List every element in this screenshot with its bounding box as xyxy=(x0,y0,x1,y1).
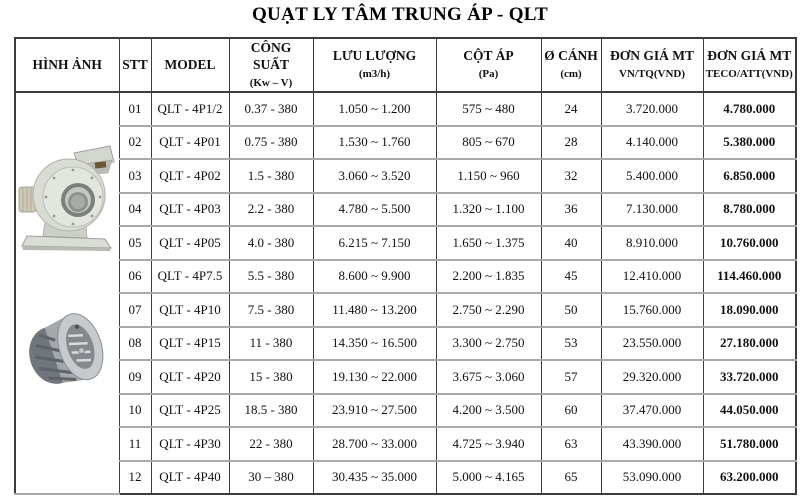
cell-flow: 19.130 ~ 22.000 xyxy=(313,360,436,394)
header-label: CÔNG SUẤT xyxy=(250,39,292,72)
cell-pressure: 575 ~ 480 xyxy=(436,92,541,126)
cell-fan-diameter: 45 xyxy=(541,260,601,294)
cell-price-teco: 27.180.000 xyxy=(703,327,796,361)
cell-stt: 01 xyxy=(119,92,151,126)
cell-price-vn: 37.470.000 xyxy=(601,394,703,428)
header-unit: (Kw – V) xyxy=(249,76,293,89)
cell-price-teco: 114.460.000 xyxy=(703,260,796,294)
header-label: STT xyxy=(122,56,148,72)
cell-power: 1.5 - 380 xyxy=(229,159,313,193)
cell-fan-diameter: 57 xyxy=(541,360,601,394)
cell-pressure: 805 ~ 670 xyxy=(436,126,541,160)
cell-price-teco: 18.090.000 xyxy=(703,293,796,327)
cell-fan-diameter: 60 xyxy=(541,394,601,428)
cell-fan-diameter: 36 xyxy=(541,193,601,227)
header-model xyxy=(151,38,229,92)
cell-pressure: 2.200 ~ 1.835 xyxy=(436,260,541,294)
header-pressure xyxy=(436,38,541,92)
cell-stt: 03 xyxy=(119,159,151,193)
header-label: LƯU LƯỢNG xyxy=(332,48,417,64)
cell-model: QLT - 4P25 xyxy=(151,394,229,428)
cell-price-vn: 15.760.000 xyxy=(601,293,703,327)
cell-stt: 04 xyxy=(119,193,151,227)
cell-model: QLT - 4P30 xyxy=(151,427,229,461)
cell-price-teco: 51.780.000 xyxy=(703,427,796,461)
cell-stt: 05 xyxy=(119,226,151,260)
header-stt xyxy=(119,38,151,92)
cell-fan-diameter: 40 xyxy=(541,226,601,260)
table-row xyxy=(15,126,796,160)
cell-price-vn: 8.910.000 xyxy=(601,226,703,260)
header-label: CỘT ÁP xyxy=(463,48,514,64)
cell-power: 4.0 - 380 xyxy=(229,226,313,260)
cell-power: 22 - 380 xyxy=(229,427,313,461)
cell-stt: 12 xyxy=(119,461,151,495)
cell-model: QLT - 4P20 xyxy=(151,360,229,394)
cell-flow: 4.780 ~ 5.500 xyxy=(313,193,436,227)
header-unit: (Pa) xyxy=(478,68,499,81)
header-unit: VN/TQ(VND) xyxy=(619,68,685,81)
table-row xyxy=(15,193,796,227)
cell-model: QLT - 4P05 xyxy=(151,226,229,260)
header-fan-diameter xyxy=(541,38,601,92)
cell-stt: 08 xyxy=(119,327,151,361)
cell-power: 15 - 380 xyxy=(229,360,313,394)
impeller-photo xyxy=(21,303,113,399)
cell-power: 0.37 - 380 xyxy=(229,92,313,126)
price-table-wrapper xyxy=(14,37,795,495)
cell-pressure: 1.320 ~ 1.100 xyxy=(436,193,541,227)
table-body xyxy=(15,92,796,494)
price-table xyxy=(14,37,797,495)
cell-model: QLT - 4P7.5 xyxy=(151,260,229,294)
cell-flow: 23.910 ~ 27.500 xyxy=(313,394,436,428)
cell-price-teco: 5.380.000 xyxy=(703,126,796,160)
header-label: HÌNH ẢNH xyxy=(32,56,102,72)
cell-model: QLT - 4P40 xyxy=(151,461,229,495)
cell-price-vn: 53.090.000 xyxy=(601,461,703,495)
table-row xyxy=(15,226,796,260)
cell-price-vn: 4.140.000 xyxy=(601,126,703,160)
cell-flow: 1.050 ~ 1.200 xyxy=(313,92,436,126)
cell-price-teco: 63.200.000 xyxy=(703,461,796,495)
cell-stt: 06 xyxy=(119,260,151,294)
cell-fan-diameter: 53 xyxy=(541,327,601,361)
cell-price-teco: 10.760.000 xyxy=(703,226,796,260)
cell-price-teco: 8.780.000 xyxy=(703,193,796,227)
cell-flow: 3.060 ~ 3.520 xyxy=(313,159,436,193)
cell-model: QLT - 4P15 xyxy=(151,327,229,361)
table-row xyxy=(15,293,796,327)
header-unit: TECO/ATT(VND) xyxy=(705,68,793,81)
header-label: MODEL xyxy=(164,56,216,72)
cell-model: QLT - 4P01 xyxy=(151,126,229,160)
header-price-vn xyxy=(601,38,703,92)
cell-flow: 8.600 ~ 9.900 xyxy=(313,260,436,294)
cell-power: 18.5 - 380 xyxy=(229,394,313,428)
cell-price-vn: 29.320.000 xyxy=(601,360,703,394)
table-row xyxy=(15,260,796,294)
cell-price-vn: 3.720.000 xyxy=(601,92,703,126)
cell-price-teco: 44.050.000 xyxy=(703,394,796,428)
cell-flow: 28.700 ~ 33.000 xyxy=(313,427,436,461)
cell-power: 7.5 - 380 xyxy=(229,293,313,327)
header-unit: (m3/h) xyxy=(358,68,391,81)
cell-price-teco: 33.720.000 xyxy=(703,360,796,394)
cell-pressure: 3.300 ~ 2.750 xyxy=(436,327,541,361)
header-price-teco xyxy=(703,38,796,92)
cell-pressure: 4.725 ~ 3.940 xyxy=(436,427,541,461)
cell-stt: 07 xyxy=(119,293,151,327)
cell-price-teco: 4.780.000 xyxy=(703,92,796,126)
cell-pressure: 3.675 ~ 3.060 xyxy=(436,360,541,394)
cell-price-vn: 5.400.000 xyxy=(601,159,703,193)
table-row xyxy=(15,159,796,193)
table-row xyxy=(15,92,796,126)
cell-price-teco: 6.850.000 xyxy=(703,159,796,193)
cell-pressure: 1.150 ~ 960 xyxy=(436,159,541,193)
header-flow xyxy=(313,38,436,92)
cell-power: 2.2 - 380 xyxy=(229,193,313,227)
cell-flow: 6.215 ~ 7.150 xyxy=(313,226,436,260)
header-row xyxy=(15,38,796,92)
header-label: Ø CÁNH xyxy=(544,48,598,64)
cell-price-vn: 7.130.000 xyxy=(601,193,703,227)
cell-stt: 09 xyxy=(119,360,151,394)
cell-model: QLT - 4P02 xyxy=(151,159,229,193)
cell-pressure: 2.750 ~ 2.290 xyxy=(436,293,541,327)
cell-pressure: 1.650 ~ 1.375 xyxy=(436,226,541,260)
header-unit: (cm) xyxy=(560,68,582,81)
cell-fan-diameter: 28 xyxy=(541,126,601,160)
cell-stt: 10 xyxy=(119,394,151,428)
cell-fan-diameter: 50 xyxy=(541,293,601,327)
cell-model: QLT - 4P10 xyxy=(151,293,229,327)
cell-fan-diameter: 32 xyxy=(541,159,601,193)
cell-fan-diameter: 65 xyxy=(541,461,601,495)
cell-power: 30 – 380 xyxy=(229,461,313,495)
cell-fan-diameter: 63 xyxy=(541,427,601,461)
table-row xyxy=(15,327,796,361)
cell-power: 0.75 - 380 xyxy=(229,126,313,160)
cell-model: QLT - 4P03 xyxy=(151,193,229,227)
cell-fan-diameter: 24 xyxy=(541,92,601,126)
cell-power: 11 - 380 xyxy=(229,327,313,361)
cell-power: 5.5 - 380 xyxy=(229,260,313,294)
cell-flow: 14.350 ~ 16.500 xyxy=(313,327,436,361)
page-title: QUẠT LY TÂM TRUNG ÁP - QLT xyxy=(251,4,549,25)
cell-price-vn: 43.390.000 xyxy=(601,427,703,461)
header-label: ĐƠN GIÁ MT xyxy=(610,48,694,64)
header-image-col xyxy=(15,38,119,92)
cell-pressure: 4.200 ~ 3.500 xyxy=(436,394,541,428)
product-image-cell xyxy=(15,92,119,494)
table-row xyxy=(15,360,796,394)
cell-price-vn: 23.550.000 xyxy=(601,327,703,361)
table-row xyxy=(15,461,796,495)
cell-model: QLT - 4P1/2 xyxy=(151,92,229,126)
cell-pressure: 5.000 ~ 4.165 xyxy=(436,461,541,495)
product-images xyxy=(16,93,119,399)
table-row xyxy=(15,427,796,461)
cell-flow: 30.435 ~ 35.000 xyxy=(313,461,436,495)
cell-stt: 11 xyxy=(119,427,151,461)
cell-flow: 11.480 ~ 13.200 xyxy=(313,293,436,327)
cell-stt: 02 xyxy=(119,126,151,160)
table-row xyxy=(15,394,796,428)
cell-flow: 1.530 ~ 1.760 xyxy=(313,126,436,160)
header-label: ĐƠN GIÁ MT xyxy=(707,48,792,64)
centrifugal-fan-photo xyxy=(17,135,117,253)
header-power xyxy=(229,38,313,92)
cell-price-vn: 12.410.000 xyxy=(601,260,703,294)
